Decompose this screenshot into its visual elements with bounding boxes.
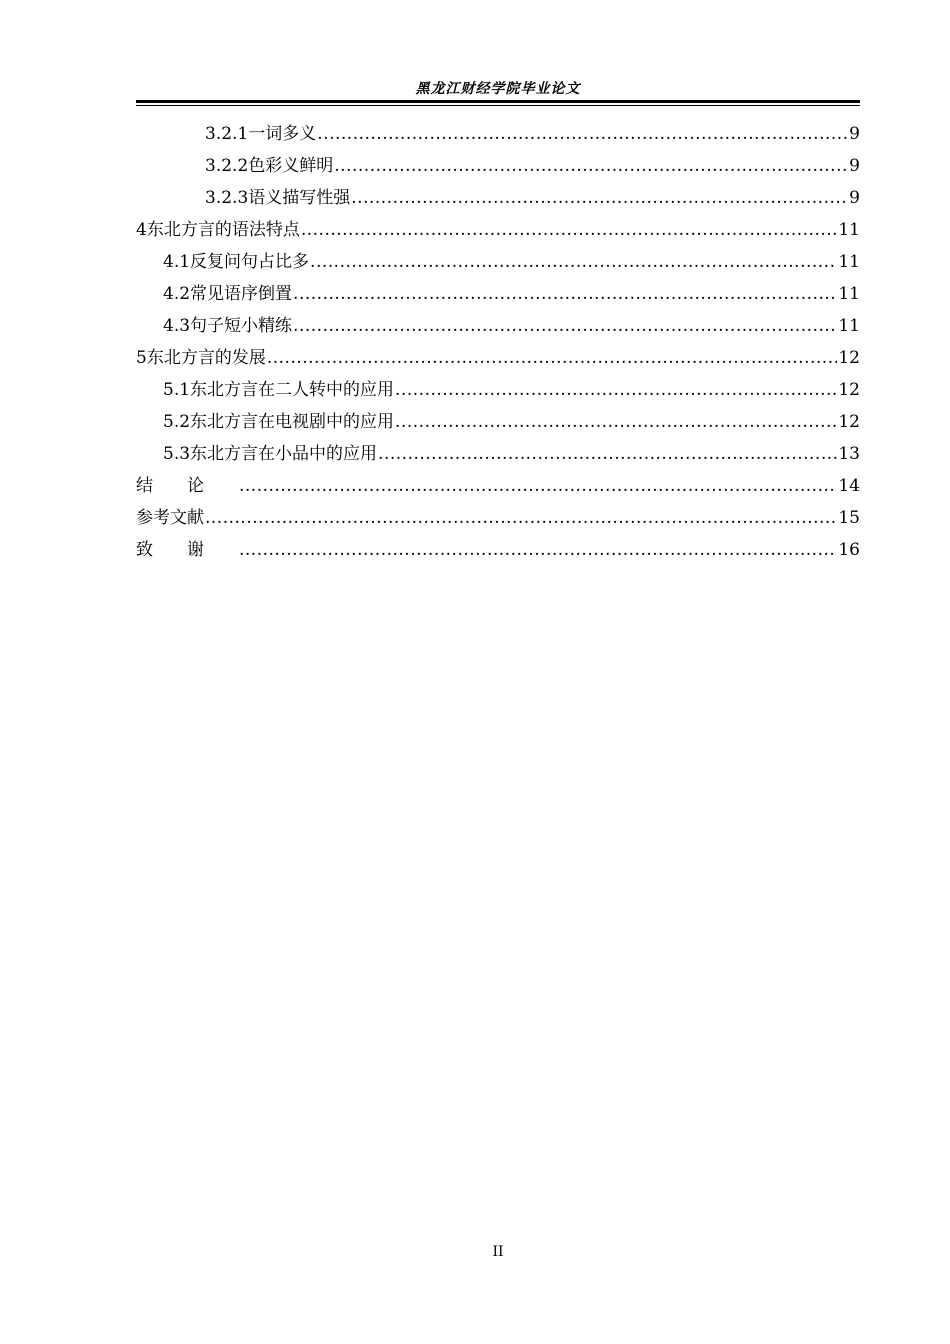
toc-entry-title: 结论: [136, 476, 238, 496]
toc-dot-leader: [310, 246, 837, 278]
header-rule-thick: [136, 100, 860, 103]
toc-entry-number: 5.1: [163, 380, 191, 400]
toc-entry-number: 4.2: [163, 284, 191, 304]
toc-entry-title: 东北方言在小品中的应用: [190, 444, 378, 464]
toc-entry-5[interactable]: [136, 342, 860, 374]
toc-entry-4-3[interactable]: [136, 310, 860, 342]
toc-dot-leader: [205, 502, 837, 534]
header-rule-thin: [136, 105, 860, 106]
toc-entry-number: 5.3: [163, 444, 191, 464]
toc-entry-number: 3.2.3: [205, 188, 249, 208]
page-number: II: [492, 1244, 504, 1260]
toc-entry-title: 东北方言在电视剧中的应用: [190, 412, 395, 432]
toc-entry-title: 东北方言的语法特点: [146, 220, 300, 240]
page-header-title: 黑龙江财经学院毕业论文: [415, 81, 581, 97]
toc-dot-leader: [293, 278, 837, 310]
toc-entry-number: 4: [136, 220, 147, 240]
toc-entry-title: 语义描写性强: [248, 188, 351, 208]
toc-entry-number: 5: [136, 348, 147, 368]
toc-entry-acknowledgements[interactable]: [136, 534, 860, 566]
toc-entry-4-1[interactable]: [136, 246, 860, 278]
toc-entry-page: 12: [838, 348, 860, 368]
toc-entry-page: 9: [849, 188, 860, 208]
toc-dot-leader: [334, 150, 848, 182]
toc-entry-title: 致谢: [136, 540, 238, 560]
toc-entry-number: 5.2: [163, 412, 191, 432]
toc-entry-3-2-1[interactable]: [136, 118, 860, 150]
toc-entry-number: 4.1: [163, 252, 191, 272]
toc-entry-5-1[interactable]: [136, 374, 860, 406]
toc-entry-page: 11: [838, 252, 860, 272]
toc-entry-5-2[interactable]: [136, 406, 860, 438]
toc-dot-leader: [293, 310, 837, 342]
toc-dot-leader: [378, 438, 837, 470]
toc-entry-3-2-2[interactable]: [136, 150, 860, 182]
toc-entry-number: 3.2.1: [205, 124, 249, 144]
toc-entry-number: 4.3: [163, 316, 191, 336]
toc-dot-leader: [239, 470, 837, 502]
toc-entry-page: 12: [838, 412, 860, 432]
toc-dot-leader: [301, 214, 838, 246]
toc-entry-title: 常见语序倒置: [190, 284, 293, 304]
toc-entry-page: 13: [838, 444, 860, 464]
toc-entry-title: 参考文献: [136, 508, 204, 528]
toc-entry-3-2-3[interactable]: [136, 182, 860, 214]
toc-entry-page: 15: [838, 508, 860, 528]
toc-entry-page: 9: [849, 156, 860, 176]
toc-dot-leader: [351, 182, 848, 214]
toc-entry-5-3[interactable]: [136, 438, 860, 470]
toc-entry-title: 色彩义鲜明: [248, 156, 334, 176]
toc-dot-leader: [267, 342, 838, 374]
toc-dot-leader: [239, 534, 837, 566]
toc-entry-page: 12: [838, 380, 860, 400]
toc-entry-title: 东北方言在二人转中的应用: [190, 380, 395, 400]
toc-entry-4-2[interactable]: [136, 278, 860, 310]
toc-entry-4[interactable]: [136, 214, 860, 246]
table-of-contents: [136, 118, 860, 566]
toc-entry-page: 11: [838, 316, 860, 336]
toc-entry-conclusion[interactable]: [136, 470, 860, 502]
toc-entry-title: 反复问句占比多: [190, 252, 310, 272]
toc-entry-page: 14: [838, 476, 860, 496]
toc-entry-references[interactable]: [136, 502, 860, 534]
toc-dot-leader: [317, 118, 848, 150]
toc-entry-page: 9: [849, 124, 860, 144]
toc-entry-page: 16: [838, 540, 860, 560]
toc-entry-title: 东北方言的发展: [146, 348, 266, 368]
toc-entry-number: 3.2.2: [205, 156, 249, 176]
toc-entry-title: 句子短小精练: [190, 316, 293, 336]
toc-entry-title: 一词多义: [248, 124, 317, 144]
toc-entry-page: 11: [838, 284, 860, 304]
toc-entry-page: 11: [838, 220, 860, 240]
toc-dot-leader: [395, 374, 837, 406]
toc-dot-leader: [395, 406, 837, 438]
